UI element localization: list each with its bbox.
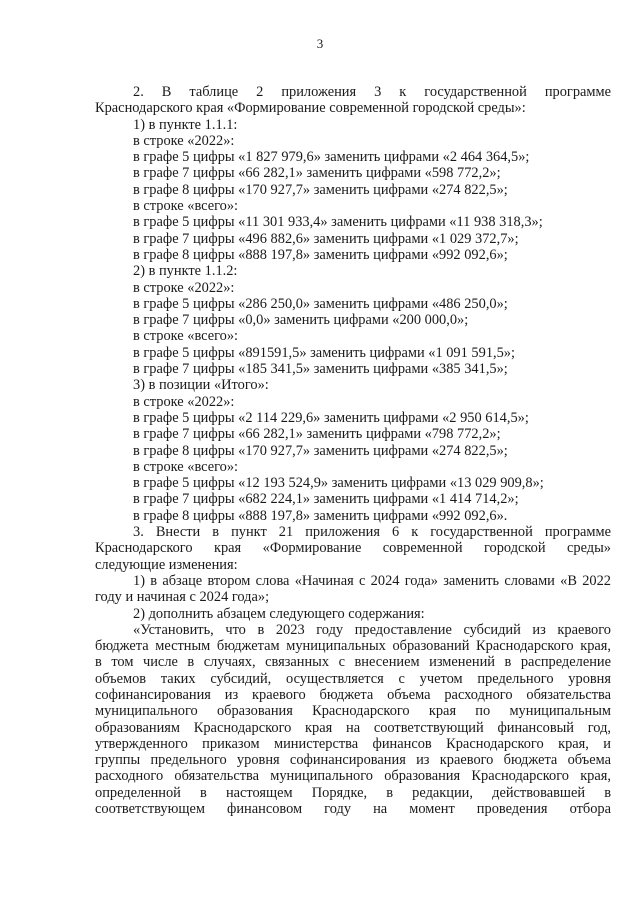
text-line: бюджета местным бюджетам муниципальных образований Краснодарского края, [95,638,611,655]
text-line: 2) дополнить абзацем следующего содержания: [133,605,425,622]
text-line: году и начиная с 2024 года»; [95,589,270,606]
text-line: в графе 8 цифры «888 197,8» заменить цифрами «992 092,6»; [133,246,508,263]
text-line: в графе 8 цифры «170 927,7» заменить цифрами «274 822,5»; [133,181,508,198]
text-line: в графе 5 цифры «12 193 524,9» заменить цифрами «13 029 909,8»; [133,475,544,492]
text-line: в графе 8 цифры «888 197,8» заменить цифрами «992 092,6». [133,507,508,524]
text-line: в графе 5 цифры «891591,5» заменить цифрами «1 091 591,5»; [133,344,515,361]
text-line: утвержденного приказом министерства финансов Краснодарского края, и [95,735,611,752]
text-line: Краснодарского края «Формирование современной городской среды»: [95,100,526,117]
text-line: муниципального образования Краснодарского края по муниципальным [95,703,611,720]
text-line: 1) в абзаце втором слова «Начиная с 2024 года» заменить словами «В 2022 [133,572,611,589]
text-line: следующие изменения: [95,556,238,573]
text-line: в строке «всего»: [133,458,239,475]
text-line: в графе 7 цифры «496 882,6» заменить цифрами «1 029 372,7»; [133,230,519,247]
text-line: объемов таких субсидий, осуществляется с учетом предельного уровня [95,670,611,687]
text-line: расходного обязательства муниципального образования Краснодарского края, [95,768,611,785]
text-line: 2. В таблице 2 приложения 3 к государственной программе [133,84,611,100]
page-number: 3 [316,36,324,51]
text-line: группы предельного уровня софинансирования из краевого бюджета объема [95,752,611,769]
text-line: в строке «всего»: [133,198,239,215]
text-line: 1) в пункте 1.1.1: [133,116,238,133]
text-line: в графе 5 цифры «286 250,0» заменить цифрами «486 250,0»; [133,295,508,312]
text-line: в графе 5 цифры «1 827 979,6» заменить цифрами «2 464 364,5»; [133,149,530,166]
text-line: в строке «2022»: [133,132,235,149]
text-line: в графе 7 цифры «682 224,1» заменить цифрами «1 414 714,2»; [133,491,519,508]
text-line: 3. Внести в пункт 21 приложения 6 к государственной программе [133,524,611,541]
text-line: в графе 7 цифры «185 341,5» заменить цифрами «385 341,5»; [133,361,508,378]
text-line: определенной в настоящем Порядке, в редакции, действовавшей в [95,784,611,801]
text-line: в графе 7 цифры «0,0» заменить цифрами «200 000,0»; [133,312,469,329]
text-line: 2) в пункте 1.1.2: [133,263,238,280]
text-line: в том числе в случаях, связанных с внесением изменений в распределение [95,654,611,671]
text-line: софинансирования из краевого бюджета объема расходного обязательства [95,686,611,703]
text-line: в строке «2022»: [133,393,235,410]
document-body [95,84,611,817]
text-line: в графе 8 цифры «170 927,7» заменить цифрами «274 822,5»; [133,442,508,459]
text-line: в графе 7 цифры «66 282,1» заменить цифрами «798 772,2»; [133,426,501,443]
text-line: 3) в позиции «Итого»: [133,377,269,394]
text-line: в графе 7 цифры «66 282,1» заменить цифрами «598 772,2»; [133,165,501,182]
text-line: соответствующем финансовом году на момент проведения отбора [95,801,611,818]
text-line: в строке «всего»: [133,328,239,345]
text-line: Краснодарского края «Формирование современной городской среды» [95,540,611,557]
text-line: образованиям Краснодарского края на соответствующий финансовый год, [95,719,611,736]
text-line: в графе 5 цифры «11 301 933,4» заменить цифрами «11 938 318,3»; [133,214,543,231]
text-line: в строке «2022»: [133,279,235,296]
text-line: «Установить, что в 2023 году предоставление субсидий из краевого [133,621,611,638]
text-line: в графе 5 цифры «2 114 229,6» заменить цифрами «2 950 614,5»; [133,409,529,426]
